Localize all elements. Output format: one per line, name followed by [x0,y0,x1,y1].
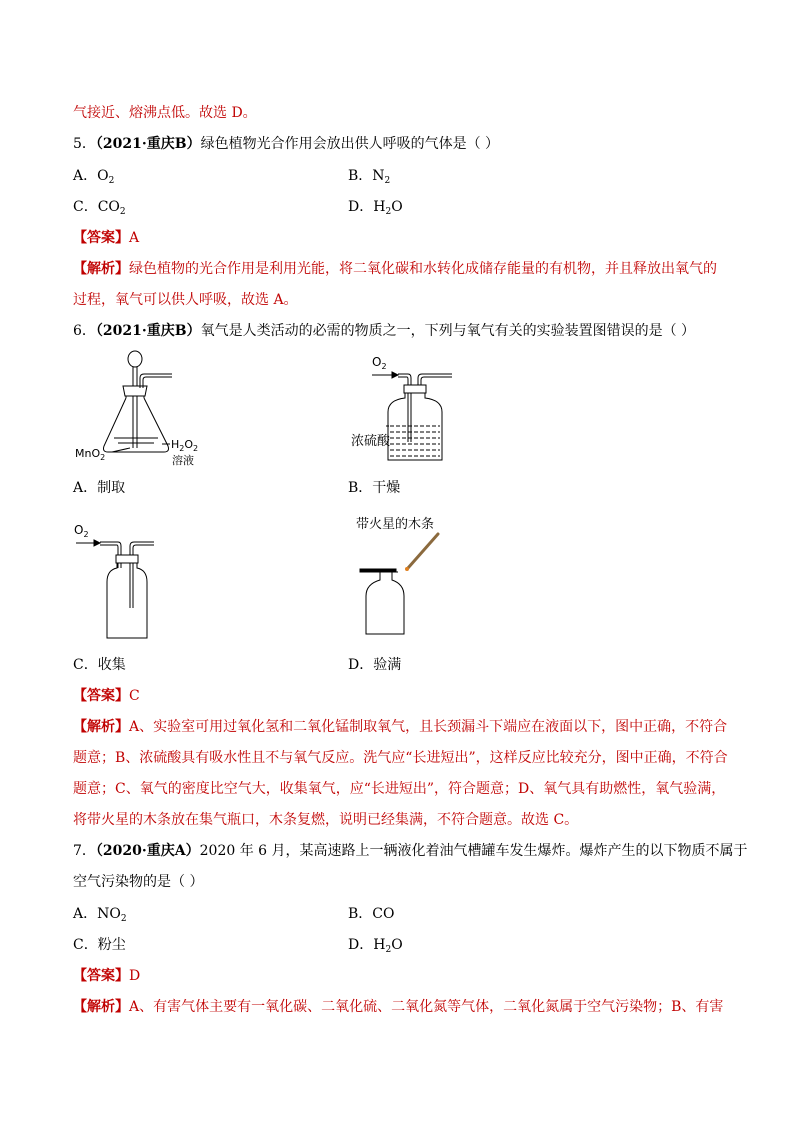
q6-analysis-3: 题意；C、氧气的密度比空气大，收集氧气，应“长进短出”，符合题意；D、氧气具有助燃性，氧气验满， [73,781,726,797]
figure-c-collection-apparatus [74,520,160,640]
q6-option-a: A．制取 [73,480,126,496]
q6-stem-line [73,321,695,341]
q6-analysis-2: 题意；B、浓硫酸具有吸水性且不与氧气反应。洗气应“长进短出”，这样反应比较充分，图中正确，不符合 [73,750,728,766]
prev-analysis-tail: 气接近、熔沸点低。故选 D。 [73,105,257,121]
q6-option-b: B．干燥 [348,480,401,496]
svg-text:O2: $O_2$ [74,523,89,539]
q7-stem-line [73,841,748,861]
q6-stem: 氧气是人类活动的必需的物质之一，下列与氧气有关的实验装置图错误的是（ ） [200,323,696,339]
q7-option-b: B．CO [348,906,395,922]
q5-analysis-1: 【解析】绿色植物的光合作用是利用光能，将二氧化碳和水转化成储存能量的有机物，并且释放出氧气的 [73,261,717,277]
q5-stem: 绿色植物光合作用会放出供人呼吸的气体是（ ） [200,136,500,152]
q7-answer: 【答案】D [73,968,141,984]
q6-analysis-4: 将带火星的木条放在集气瓶口，木条复燃，说明已经集满，不符合题意。故选 C。 [73,812,579,828]
q6-number: 6． [73,323,96,339]
figure-d-fullness-test [356,532,456,642]
q5-source: （2021·重庆B） [95,136,201,152]
svg-text:溶液: 溶液 [172,454,194,467]
q7-option-a: A．$NO_2$ [73,906,127,924]
q6-source: （2021·重庆B） [95,323,201,339]
figure-a-generation-apparatus [72,348,212,470]
q5-option-b: B．$N_2$ [348,168,391,186]
q6-analysis-1: 【解析】A、实验室可用过氧化氢和二氧化锰制取氧气，且长颈漏斗下端应在液面以下，图中正确，不符合 [73,719,728,735]
q7-stem: 2020 年 6 月，某高速路上一辆液化着油气槽罐车发生爆炸。爆炸产生的以下物质不属于 [199,843,748,859]
svg-text:O2: $O_2$ [372,355,387,371]
q6-answer: 【答案】C [73,688,140,704]
q5-analysis-2: 过程，氧气可以供人呼吸，故选 A。 [73,292,298,308]
q5-option-a: A．$O_2$ [73,168,115,186]
q6-option-c: C．收集 [73,657,126,673]
figure-b-acid-label: 浓硫酸 [351,434,391,449]
q5-number: 5． [73,136,96,152]
q5-stem-line [73,134,499,154]
svg-text:H2O2: $H_2O_2$ [171,438,199,453]
svg-text:MnO2: MnO$_2$ [75,447,106,462]
q5-option-c: C．$CO_2$ [73,199,126,217]
q5-answer: 【答案】A [73,230,140,246]
q5-option-d: D．$H_2O$ [348,199,403,217]
q7-number: 7． [73,843,96,859]
q7-option-d: D．$H_2O$ [348,937,403,955]
q7-option-c: C．粉尘 [73,937,126,953]
q7-analysis-1: 【解析】A、有害气体主要有一氧化碳、二氧化硫、二氧化氮等气体，二氧化氮属于空气污染物；B、有害 [73,999,724,1015]
q7-source: （2020·重庆A） [95,843,200,859]
figure-d-stick-label: 带火星的木条 [356,517,435,532]
q6-option-d: D．验满 [348,657,402,673]
q7-stem-line-2: 空气污染物的是（ ） [73,874,204,890]
